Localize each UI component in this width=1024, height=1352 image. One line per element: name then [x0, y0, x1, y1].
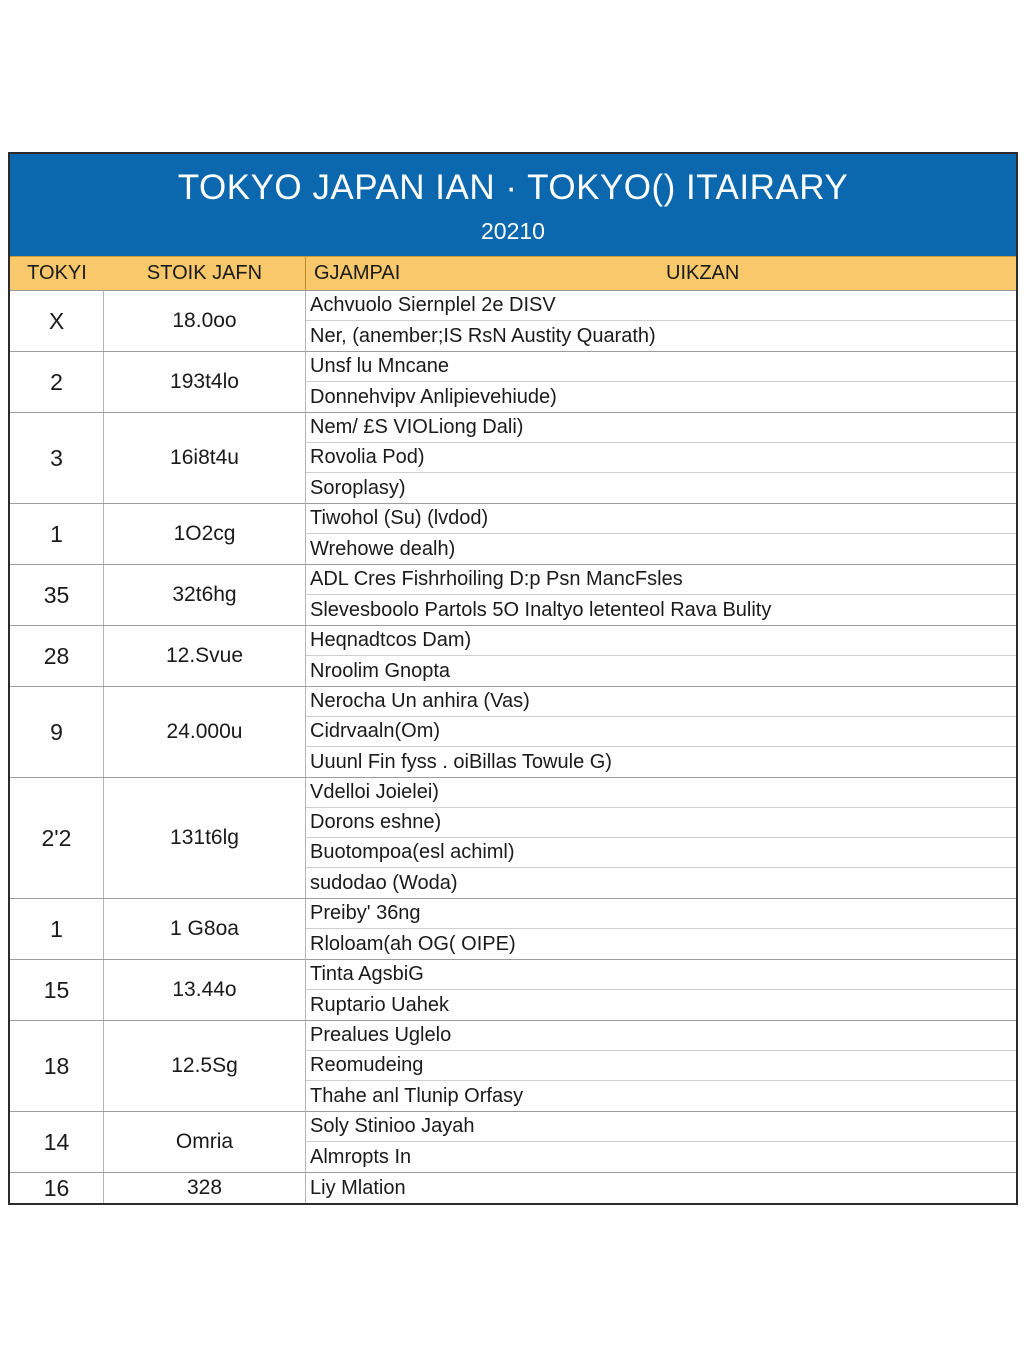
detail-line: Nroolim Gnopta	[310, 659, 451, 682]
column-header-num: TOKYI	[27, 262, 87, 284]
table-row	[10, 504, 1016, 565]
detail-line: Soroplasy)	[310, 476, 406, 499]
itinerary-sheet	[8, 152, 1018, 1205]
detail-line: Donnehvipv Anlipievehiude)	[310, 385, 557, 408]
row-number: 16	[10, 1173, 104, 1203]
detail-line: Rovolia Pod)	[306, 443, 1016, 473]
detail-line: sudodao (Woda)	[310, 871, 458, 894]
table-row	[10, 1173, 1016, 1203]
column-header-category: GJAMPAI	[314, 262, 401, 284]
row-weight: 193t4lo	[104, 352, 306, 412]
row-number: 1	[10, 899, 104, 959]
detail-line: ADL Cres Fishrhoiling D:p Psn MancFsles	[306, 565, 1016, 595]
row-weight: Omria	[104, 1112, 306, 1172]
row-weight: 32t6hg	[104, 565, 306, 625]
table-body	[10, 291, 1016, 1203]
table-row	[10, 1021, 1016, 1112]
detail-line: Dorons eshne)	[306, 808, 1016, 838]
detail-line: Cidrvaaln(Om)	[306, 717, 1016, 747]
row-weight: 24.000u	[104, 687, 306, 777]
row-number: X	[10, 291, 104, 351]
detail-line: Tiwohol (Su) (lvdod)	[306, 504, 1016, 534]
column-header-detail: UIKZAN	[666, 262, 740, 284]
detail-line: Nem/ £S VIOLiong Dali)	[306, 413, 1016, 443]
row-weight: 16i8t4u	[104, 413, 306, 503]
table-row	[10, 778, 1016, 899]
detail-line: Almropts In	[310, 1145, 412, 1168]
detail-line: Liy Mlation	[310, 1176, 406, 1199]
row-detail-lines	[306, 687, 1016, 777]
detail-line: Soly Stinioo Jayah	[306, 1112, 1016, 1142]
column-header-row	[10, 256, 1016, 291]
table-row	[10, 1112, 1016, 1173]
row-detail-lines	[306, 899, 1016, 959]
detail-line: Rloloam(ah OG( OIPE)	[310, 932, 516, 955]
table-row	[10, 960, 1016, 1021]
row-number: 2'2	[10, 778, 104, 898]
row-number: 2	[10, 352, 104, 412]
row-weight: 12.Svue	[104, 626, 306, 686]
detail-line: Wrehowe dealh)	[310, 537, 456, 560]
row-weight: 131t6lg	[104, 778, 306, 898]
detail-line: Unsf lu Mncane	[306, 352, 1016, 382]
detail-line: Heqnadtcos Dam)	[306, 626, 1016, 656]
column-header-weight: STOIK JAFN	[104, 257, 306, 290]
row-weight: 18.0oo	[104, 291, 306, 351]
row-weight: 328	[104, 1173, 306, 1203]
row-number: 14	[10, 1112, 104, 1172]
row-detail-lines	[306, 626, 1016, 686]
table-row	[10, 899, 1016, 960]
row-number: 1	[10, 504, 104, 564]
detail-line: Ner, (anember;IS RsN Austity Quarath)	[310, 324, 656, 347]
row-detail-lines	[306, 565, 1016, 625]
detail-line: Thahe anl Tlunip Orfasy	[310, 1084, 524, 1107]
row-number: 9	[10, 687, 104, 777]
row-number: 35	[10, 565, 104, 625]
page-title: TOKYO JAPAN IAN · TOKYO() ITAIRARY	[177, 168, 849, 207]
detail-line: Preiby' 36ng	[306, 899, 1016, 929]
row-detail-lines	[306, 1173, 1016, 1203]
row-number: 15	[10, 960, 104, 1020]
table-row	[10, 291, 1016, 352]
row-weight: 1O2cg	[104, 504, 306, 564]
row-detail-lines	[306, 504, 1016, 564]
detail-line: Ruptario Uahek	[310, 993, 449, 1016]
detail-line: Uuunl Fin fyss . oiBillas Towule G)	[310, 750, 612, 773]
row-number: 18	[10, 1021, 104, 1111]
table-row	[10, 413, 1016, 504]
table-row	[10, 352, 1016, 413]
detail-line: Achvuolo Siernplel 2e DISV	[306, 291, 1016, 321]
row-weight: 12.5Sg	[104, 1021, 306, 1111]
title-banner	[10, 152, 1016, 256]
page-year: 20210	[481, 218, 545, 244]
table-row	[10, 626, 1016, 687]
detail-line: Tinta AgsbiG	[306, 960, 1016, 990]
row-number: 3	[10, 413, 104, 503]
detail-line: Buotompoa(esl achiml)	[306, 838, 1016, 868]
row-detail-lines	[306, 778, 1016, 898]
row-number: 28	[10, 626, 104, 686]
detail-line: Vdelloi Joielei)	[306, 778, 1016, 808]
row-detail-lines	[306, 291, 1016, 351]
row-weight: 1 G8oa	[104, 899, 306, 959]
row-detail-lines	[306, 1021, 1016, 1111]
detail-line: Nerocha Un anhira (Vas)	[306, 687, 1016, 717]
row-detail-lines	[306, 1112, 1016, 1172]
table-row	[10, 687, 1016, 778]
row-detail-lines	[306, 352, 1016, 412]
row-detail-lines	[306, 413, 1016, 503]
row-detail-lines	[306, 960, 1016, 1020]
detail-line: Slevesboolo Partols 5O Inaltyo letenteol Rava Bulity	[310, 598, 772, 621]
detail-line: Reomudeing	[306, 1051, 1016, 1081]
detail-line: Prealues Uglelo	[306, 1021, 1016, 1051]
row-weight: 13.44o	[104, 960, 306, 1020]
table-row	[10, 565, 1016, 626]
